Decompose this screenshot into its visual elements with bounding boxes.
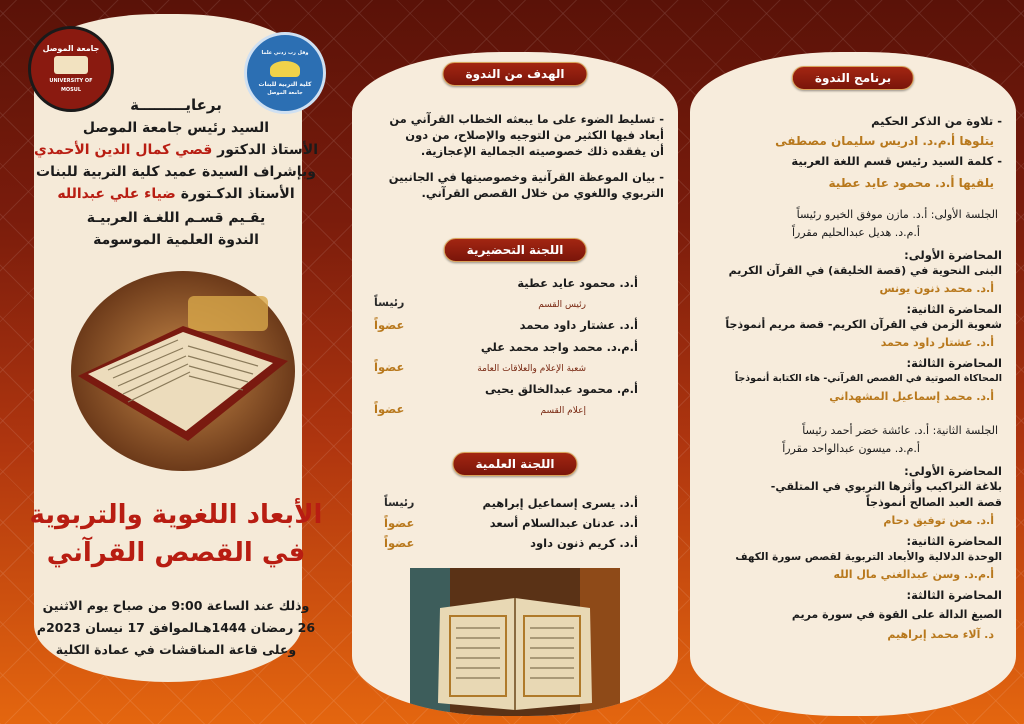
goal-line: - بيان الموعظة القرآنية وخصوصيتها في الجانبين <box>388 170 664 184</box>
symposium-title-line1: الأبعاد اللغوية والتربوية <box>29 500 323 530</box>
goal-line: أبعاد فيها الكثير من التوجيه والإصلاح، من دون <box>405 128 664 142</box>
prep-member-name: أ.د. محمود عايد عطية <box>517 276 638 290</box>
goal-line: - تسليط الضوء على ما يبعثه الخطاب القرآني من <box>389 112 664 126</box>
symposium-title-line2: في القصص القرآني <box>46 538 306 568</box>
lecture-heading: المحاضرة الأولى: <box>904 464 1002 478</box>
program-speaker: يتلوها أ.م.د. ادريس سليمان مصطفى <box>775 134 994 148</box>
patron-name-line: الأستاذ الدكتور قصي كمال الدين الأحمدي <box>33 142 319 158</box>
prep-member-name: أ.م. محمود عبدالخالق يحيى <box>484 382 638 396</box>
prep-member-role: عضواً <box>374 402 405 416</box>
sci-member-role: رئيساً <box>384 496 415 509</box>
right-panel <box>690 52 1016 716</box>
lecture-heading: المحاضرة الأولى: <box>904 248 1002 262</box>
supervision-line: وبإشراف السيدة عميد كلية التربية للبنات <box>36 164 316 180</box>
prep-member-sub: رئيس القسم <box>538 300 586 310</box>
lecture-title: بلاغة التراكيب وأثرها التربوي في المتلقي- <box>770 480 1002 493</box>
program-header: برنامج الندوة <box>792 66 914 90</box>
lecture-title: الوحدة الدلالية والأبعاد التربوية لقصص سورة الكهف <box>735 551 1002 563</box>
session-two-chair: الجلسة الثانية: أ.د. عائشة خضر أحمد رئيساً <box>802 424 998 437</box>
prep-member-sub: إعلام القسم <box>540 406 586 416</box>
lecture-title: البنى النحوية في (قصة الخليقة) في القرآن الكريم <box>728 264 1002 277</box>
lecture-title: الصيغ الدالة على القوة في سورة مريم <box>791 608 1002 621</box>
lecture-speaker: أ.د. عشتار داود محمد <box>880 336 994 349</box>
sci-member-name: أ.د. كريم ذنون داود <box>530 536 638 550</box>
mosul-university-logo: جامعة الموصل UNIVERSITY OF MOSUL <box>28 26 114 112</box>
quran-book-image <box>68 266 298 476</box>
sci-member-name: أ.د. عدنان عبدالسلام أسعد <box>489 516 638 530</box>
time-line: وذلك عند الساعة 9:00 من صباح يوم الاثنين <box>42 598 310 613</box>
patron-title: السيد رئيس جامعة الموصل <box>82 120 270 136</box>
sci-member-role: عضواً <box>384 536 415 550</box>
lecture-title: شعوية الزمن في القرآن الكريم- قصة مريم أنموذجاً <box>725 318 1002 331</box>
prep-member-role: عضواً <box>374 360 405 374</box>
patronage-heading: برعايـــــــــة <box>130 96 222 114</box>
venue-line: وعلى قاعة المناقشات في عمادة الكلية <box>55 642 297 657</box>
sci-member-role: عضواً <box>384 516 415 530</box>
open-quran-image <box>410 568 620 716</box>
prep-member-sub: شعبة الإعلام والعلاقات العامة <box>477 364 586 374</box>
left-panel <box>8 8 344 716</box>
prep-committee-header: اللجنة التحضيرية <box>444 238 587 262</box>
lecture-heading: المحاضرة الثالثة: <box>906 356 1002 370</box>
prep-member-name: أ.م.د. محمد واجد محمد علي <box>480 340 638 354</box>
lecture-speaker: أ.د. محمد إسماعيل المشهداني <box>829 390 994 403</box>
lecture-heading: المحاضرة الثالثة: <box>906 588 1002 602</box>
program-speaker: يلقيها أ.د. محمود عايد عطية <box>828 176 994 190</box>
goal-line: التربوي واللغوي من خلال القصص القرآني. <box>421 186 664 200</box>
lecture-speaker: أ.م.د. وسن عبدالغني مال الله <box>833 568 994 581</box>
lecture-heading: المحاضرة الثانية: <box>906 302 1002 316</box>
college-logo: وقل رب زدني علما كلية التربية للبنات جامعة الموصل <box>244 32 326 114</box>
lecture-heading: المحاضرة الثانية: <box>906 534 1002 548</box>
goal-line: أن يفقده ذلك خصوصيته الجمالية الإعجازية. <box>420 144 664 158</box>
lecture-speaker: أ.د. معن توفيق دحام <box>883 514 994 527</box>
sci-committee-header: اللجنة العلمية <box>452 452 577 476</box>
date-line: 26 رمضان 1444هـالموافق 17 نيسان 2023م <box>36 620 316 635</box>
program-item: - كلمة السيد رئيس قسم اللغة العربية <box>791 154 1002 168</box>
session-two-reporter: أ.م.د. ميسون عبدالواحد مقرراً <box>782 442 920 455</box>
symposium-label: الندوة العلمية الموسومة <box>93 232 259 248</box>
program-item: - تلاوة من الذكر الحكيم <box>871 114 1002 128</box>
lecture-speaker: د. آلاء محمد إبراهيم <box>887 628 994 641</box>
session-one-reporter: أ.م.د. هديل عبدالحليم مقرراً <box>791 226 920 239</box>
dean-name-line: الأستاذ الدكـتورة ضياء علي عبدالله <box>57 186 295 202</box>
lecture-title: المحاكاة الصوتية في القصص القرآني- هاء الكتابة أنموذجاً <box>734 373 1002 384</box>
session-one-chair: الجلسة الأولى: أ.د. مازن موفق الخيرو رئيساً <box>796 208 998 221</box>
prep-member-role: عضواً <box>374 318 405 332</box>
sci-member-name: أ.د. يسرى إسماعيل إبراهيم <box>482 496 638 510</box>
prep-member-name: أ.د. عشتار داود محمد <box>519 318 638 332</box>
goal-header: الهدف من الندوة <box>443 62 588 86</box>
middle-panel <box>352 52 678 716</box>
lecture-speaker: أ.د. محمد ذنون يونس <box>879 282 994 295</box>
lecture-title: قصة العبد الصالح أنموذجاً <box>866 496 1002 509</box>
prep-member-role: رئيساً <box>374 296 405 309</box>
department-line: يقـيم قسـم اللغـة العربيـة <box>86 210 266 226</box>
